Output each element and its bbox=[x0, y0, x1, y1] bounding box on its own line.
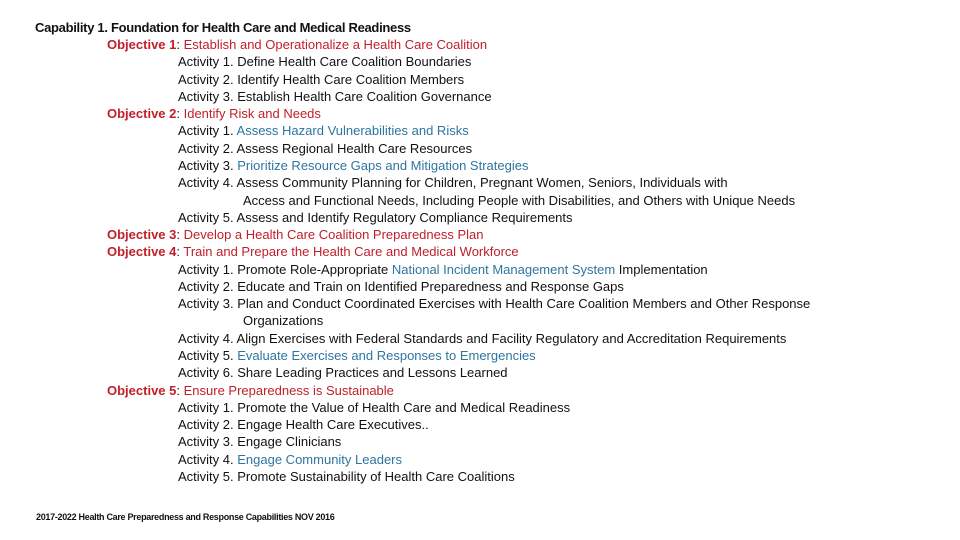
line-text: Organizations bbox=[243, 313, 324, 329]
activity-item bbox=[178, 400, 570, 416]
line-text: Activity 3. Plan and Conduct Coordinated Exercises with Health Care Coalition Members and Other Response bbox=[178, 296, 811, 312]
line-text: Activity 3. Engage Clinicians bbox=[178, 434, 342, 450]
line-text: : bbox=[176, 382, 184, 398]
line-text: : bbox=[176, 37, 184, 52]
line-text: Activity 5. Assess and Identify Regulatory Compliance Requirements bbox=[178, 209, 573, 225]
line-text: Activity 4. Align Exercises with Federal Standards and Facility Regulatory and Accreditation Requirements bbox=[178, 330, 787, 346]
line-text: Activity 5. Promote Sustainability of Health Care Coalitions bbox=[178, 469, 515, 484]
objective-item bbox=[107, 227, 484, 243]
activity-item bbox=[178, 54, 471, 70]
line-text: Activity 2. Engage Health Care Executives.. bbox=[178, 417, 429, 433]
line-text: Activity 1. Define Health Care Coalition Boundaries bbox=[178, 54, 472, 70]
objective-label: Objective 5 bbox=[107, 382, 177, 398]
line-text: Activity 5. bbox=[178, 348, 238, 364]
activity-item bbox=[178, 175, 728, 191]
line-text: : bbox=[176, 227, 184, 243]
activity-item bbox=[178, 123, 469, 139]
objective-item bbox=[107, 37, 487, 53]
activity-item bbox=[178, 348, 536, 364]
objective-title: Train and Prepare the Health Care and Medical Workforce bbox=[183, 244, 519, 260]
linked-text[interactable]: Evaluate Exercises and Responses to Emergencies bbox=[237, 348, 536, 364]
objective-label: Objective 4 bbox=[107, 244, 177, 260]
activity-item bbox=[178, 262, 708, 278]
capability-heading: Capability 1. Foundation for Health Care and Medical Readiness bbox=[35, 20, 411, 35]
activity-item bbox=[178, 210, 573, 226]
objective-label: Objective 2 bbox=[107, 106, 177, 122]
linked-text[interactable]: Engage Community Leaders bbox=[237, 451, 403, 467]
activity-continuation bbox=[243, 193, 795, 209]
line-text: Activity 4. Assess Community Planning for Children, Pregnant Women, Seniors, Individuals with bbox=[178, 175, 728, 191]
objective-title: Develop a Health Care Coalition Preparedness Plan bbox=[183, 227, 484, 243]
line-text: Activity 1. bbox=[178, 123, 237, 139]
linked-text[interactable]: Prioritize Resource Gaps and Mitigation Strategies bbox=[237, 157, 529, 173]
line-text: Activity 1. Promote the Value of Health Care and Medical Readiness bbox=[178, 399, 571, 415]
activity-item bbox=[178, 141, 472, 157]
activity-item bbox=[178, 158, 528, 174]
activity-continuation bbox=[243, 313, 323, 329]
objective-title: Ensure Preparedness is Sustainable bbox=[183, 382, 394, 398]
objective-item bbox=[107, 106, 321, 122]
linked-text[interactable]: Assess Hazard Vulnerabilities and Risks bbox=[236, 123, 469, 139]
activity-item bbox=[178, 417, 429, 433]
activity-item bbox=[178, 72, 464, 88]
line-text: : bbox=[176, 106, 184, 122]
objective-item bbox=[107, 244, 519, 260]
line-text: Activity 3. Establish Health Care Coalition Governance bbox=[178, 88, 492, 104]
objective-title: Establish and Operationalize a Health Care Coalition bbox=[183, 37, 488, 52]
linked-text[interactable]: National Incident Management System bbox=[391, 261, 616, 277]
footer-citation: 2017-2022 Health Care Preparedness and Response Capabilities NOV 2016 bbox=[36, 512, 335, 522]
line-text: Activity 1. Promote Role-Appropriate bbox=[178, 261, 392, 277]
activity-item bbox=[178, 452, 402, 468]
activity-item bbox=[178, 89, 492, 105]
activity-item bbox=[178, 331, 786, 347]
activity-item bbox=[178, 279, 624, 295]
line-text: Activity 4. bbox=[178, 451, 238, 467]
line-text: Implementation bbox=[615, 261, 708, 277]
line-text: Activity 2. Educate and Train on Identified Preparedness and Response Gaps bbox=[178, 278, 624, 294]
objective-item bbox=[107, 383, 394, 399]
activity-item bbox=[178, 469, 515, 485]
line-text: Access and Functional Needs, Including People with Disabilities, and Others with Unique Needs bbox=[243, 192, 796, 208]
objective-label: Objective 3 bbox=[107, 227, 177, 243]
objective-label: Objective 1 bbox=[107, 37, 177, 52]
objective-title: Identify Risk and Needs bbox=[183, 106, 321, 122]
line-text: Activity 2. Assess Regional Health Care Resources bbox=[178, 140, 473, 156]
line-text: : bbox=[176, 244, 184, 260]
line-text: Activity 2. Identify Health Care Coalition Members bbox=[178, 71, 465, 87]
activity-item bbox=[178, 296, 810, 312]
activity-item bbox=[178, 434, 341, 450]
activity-item bbox=[178, 365, 508, 381]
line-text: Activity 3. bbox=[178, 157, 238, 173]
line-text: Activity 6. Share Leading Practices and Lessons Learned bbox=[178, 365, 508, 381]
